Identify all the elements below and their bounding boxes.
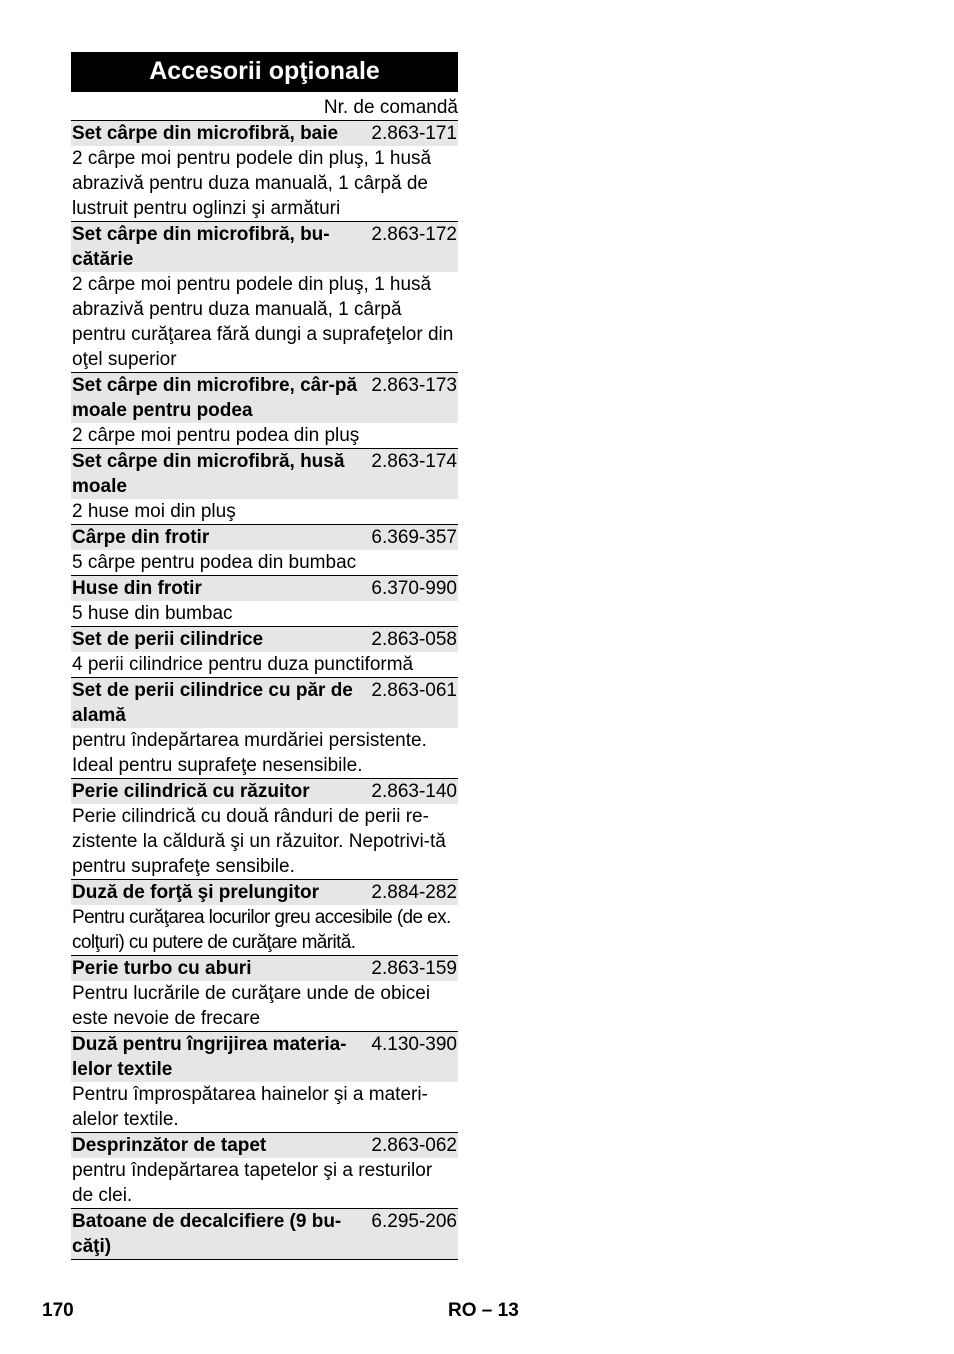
accessory-item <box>71 779 458 880</box>
accessory-name: Perie turbo cu aburi <box>72 958 252 979</box>
accessory-header-row <box>71 956 458 981</box>
accessory-description: Pentru lucrările de curăţare unde de obicei este nevoie de frecare <box>72 983 431 1029</box>
section-reference: RO – 13 <box>448 1300 519 1321</box>
accessory-description: pentru îndepărtarea tapetelor şi a resturilor de clei. <box>72 1160 433 1206</box>
accessory-header-row <box>71 880 458 905</box>
accessory-header-row <box>71 222 458 272</box>
accessory-name: Cârpe din frotir <box>72 527 210 548</box>
accessory-description: Pentru curăţarea locurilor greu accesibile (de ex. colţuri) cu putere de curăţare mărită. <box>72 907 451 953</box>
accessory-description: 5 cârpe pentru podea din bumbac <box>72 552 357 573</box>
accessory-item <box>71 678 458 779</box>
accessory-description: 2 cârpe moi pentru podele din pluş, 1 husă abrazivă pentru duza manuală, 1 cârpă de lustruit pentru oglinzi şi armături <box>72 148 432 219</box>
accessory-order-number: 4.130-390 <box>371 1034 457 1055</box>
accessory-header-row <box>71 779 458 804</box>
accessory-header-row <box>71 525 458 550</box>
accessory-item <box>71 449 458 525</box>
accessory-description: pentru îndepărtarea murdăriei persistente. Ideal pentru suprafeţe nesensibile. <box>72 730 427 776</box>
accessory-header-row <box>71 449 458 499</box>
accessory-item <box>71 1209 458 1260</box>
accessory-order-number: 6.369-357 <box>371 527 457 548</box>
accessory-order-number: 6.370-990 <box>371 578 457 599</box>
accessory-description: 5 huse din bumbac <box>72 603 233 624</box>
accessory-item <box>71 222 458 373</box>
accessories-list <box>71 121 458 1260</box>
accessory-order-number: 2.863-159 <box>371 958 457 979</box>
accessory-header-row <box>71 1209 458 1259</box>
accessory-name: Set de perii cilindrice cu păr de alamă <box>72 680 353 726</box>
accessory-description: 4 perii cilindrice pentru duza punctiformă <box>72 654 414 675</box>
accessories-column <box>71 52 458 1260</box>
accessory-item <box>71 956 458 1032</box>
accessory-order-number: 2.863-140 <box>371 781 457 802</box>
accessory-order-number: 2.863-172 <box>371 224 457 245</box>
accessory-order-number: 6.295-206 <box>371 1211 457 1232</box>
accessory-name: Batoane de decalcifiere (9 bu-căţi) <box>72 1211 342 1257</box>
accessory-header-row <box>71 121 458 146</box>
accessory-item <box>71 1032 458 1133</box>
accessory-header-row <box>71 678 458 728</box>
accessory-description: 2 huse moi din pluş <box>72 501 236 522</box>
accessory-order-number: 2.863-062 <box>371 1135 457 1156</box>
accessory-order-number: 2.863-171 <box>371 123 457 144</box>
accessory-item <box>71 1133 458 1209</box>
accessory-item <box>71 121 458 222</box>
accessory-name: Set cârpe din microfibre, câr-pă moale pentru podea <box>72 375 358 421</box>
accessory-order-number: 2.863-058 <box>371 629 457 650</box>
accessory-order-number: 2.863-173 <box>371 375 457 396</box>
page-number: 170 <box>42 1300 74 1321</box>
accessory-order-number: 2.863-061 <box>371 680 457 701</box>
accessory-name: Set cârpe din microfibră, husă moale <box>72 451 345 497</box>
accessory-item <box>71 880 458 956</box>
accessory-item <box>71 373 458 449</box>
accessory-header-row <box>71 1133 458 1158</box>
accessory-name: Set cârpe din microfibră, baie <box>72 123 339 144</box>
accessory-item <box>71 576 458 627</box>
accessory-description: Pentru împrospătarea hainelor şi a materi-alelor textile. <box>72 1084 428 1130</box>
accessory-description: Perie cilindrică cu două rânduri de perii re-zistente la căldură şi un răzuitor. Nepotrivi-tă pentru suprafeţe sensibile. <box>72 806 446 877</box>
accessory-name: Duză de forţă şi prelungitor <box>72 882 320 903</box>
accessory-description: 2 cârpe moi pentru podea din pluş <box>72 425 360 446</box>
accessory-name: Perie cilindrică cu răzuitor <box>72 781 310 802</box>
accessory-item <box>71 525 458 576</box>
accessory-name: Set de perii cilindrice <box>72 629 264 650</box>
accessory-description: 2 cârpe moi pentru podele din pluş, 1 husă abrazivă pentru duza manuală, 1 cârpă pentru curăţarea fără dungi a suprafeţelor din oţel superior <box>72 274 454 370</box>
accessory-header-row <box>71 1032 458 1082</box>
accessory-header-row <box>71 373 458 423</box>
accessory-header-row <box>71 576 458 601</box>
accessory-item <box>71 627 458 678</box>
accessory-name: Huse din frotir <box>72 578 202 599</box>
accessory-name: Desprinzător de tapet <box>72 1135 267 1156</box>
accessory-order-number: 2.863-174 <box>371 451 457 472</box>
accessory-name: Duză pentru îngrijirea materia-lelor textile <box>72 1034 347 1080</box>
accessory-header-row <box>71 627 458 652</box>
section-title: Accesorii opţionale <box>71 52 458 92</box>
order-number-header: Nr. de comandă <box>71 92 458 121</box>
accessory-name: Set cârpe din microfibră, bu-cătărie <box>72 224 330 270</box>
accessory-order-number: 2.884-282 <box>371 882 457 903</box>
